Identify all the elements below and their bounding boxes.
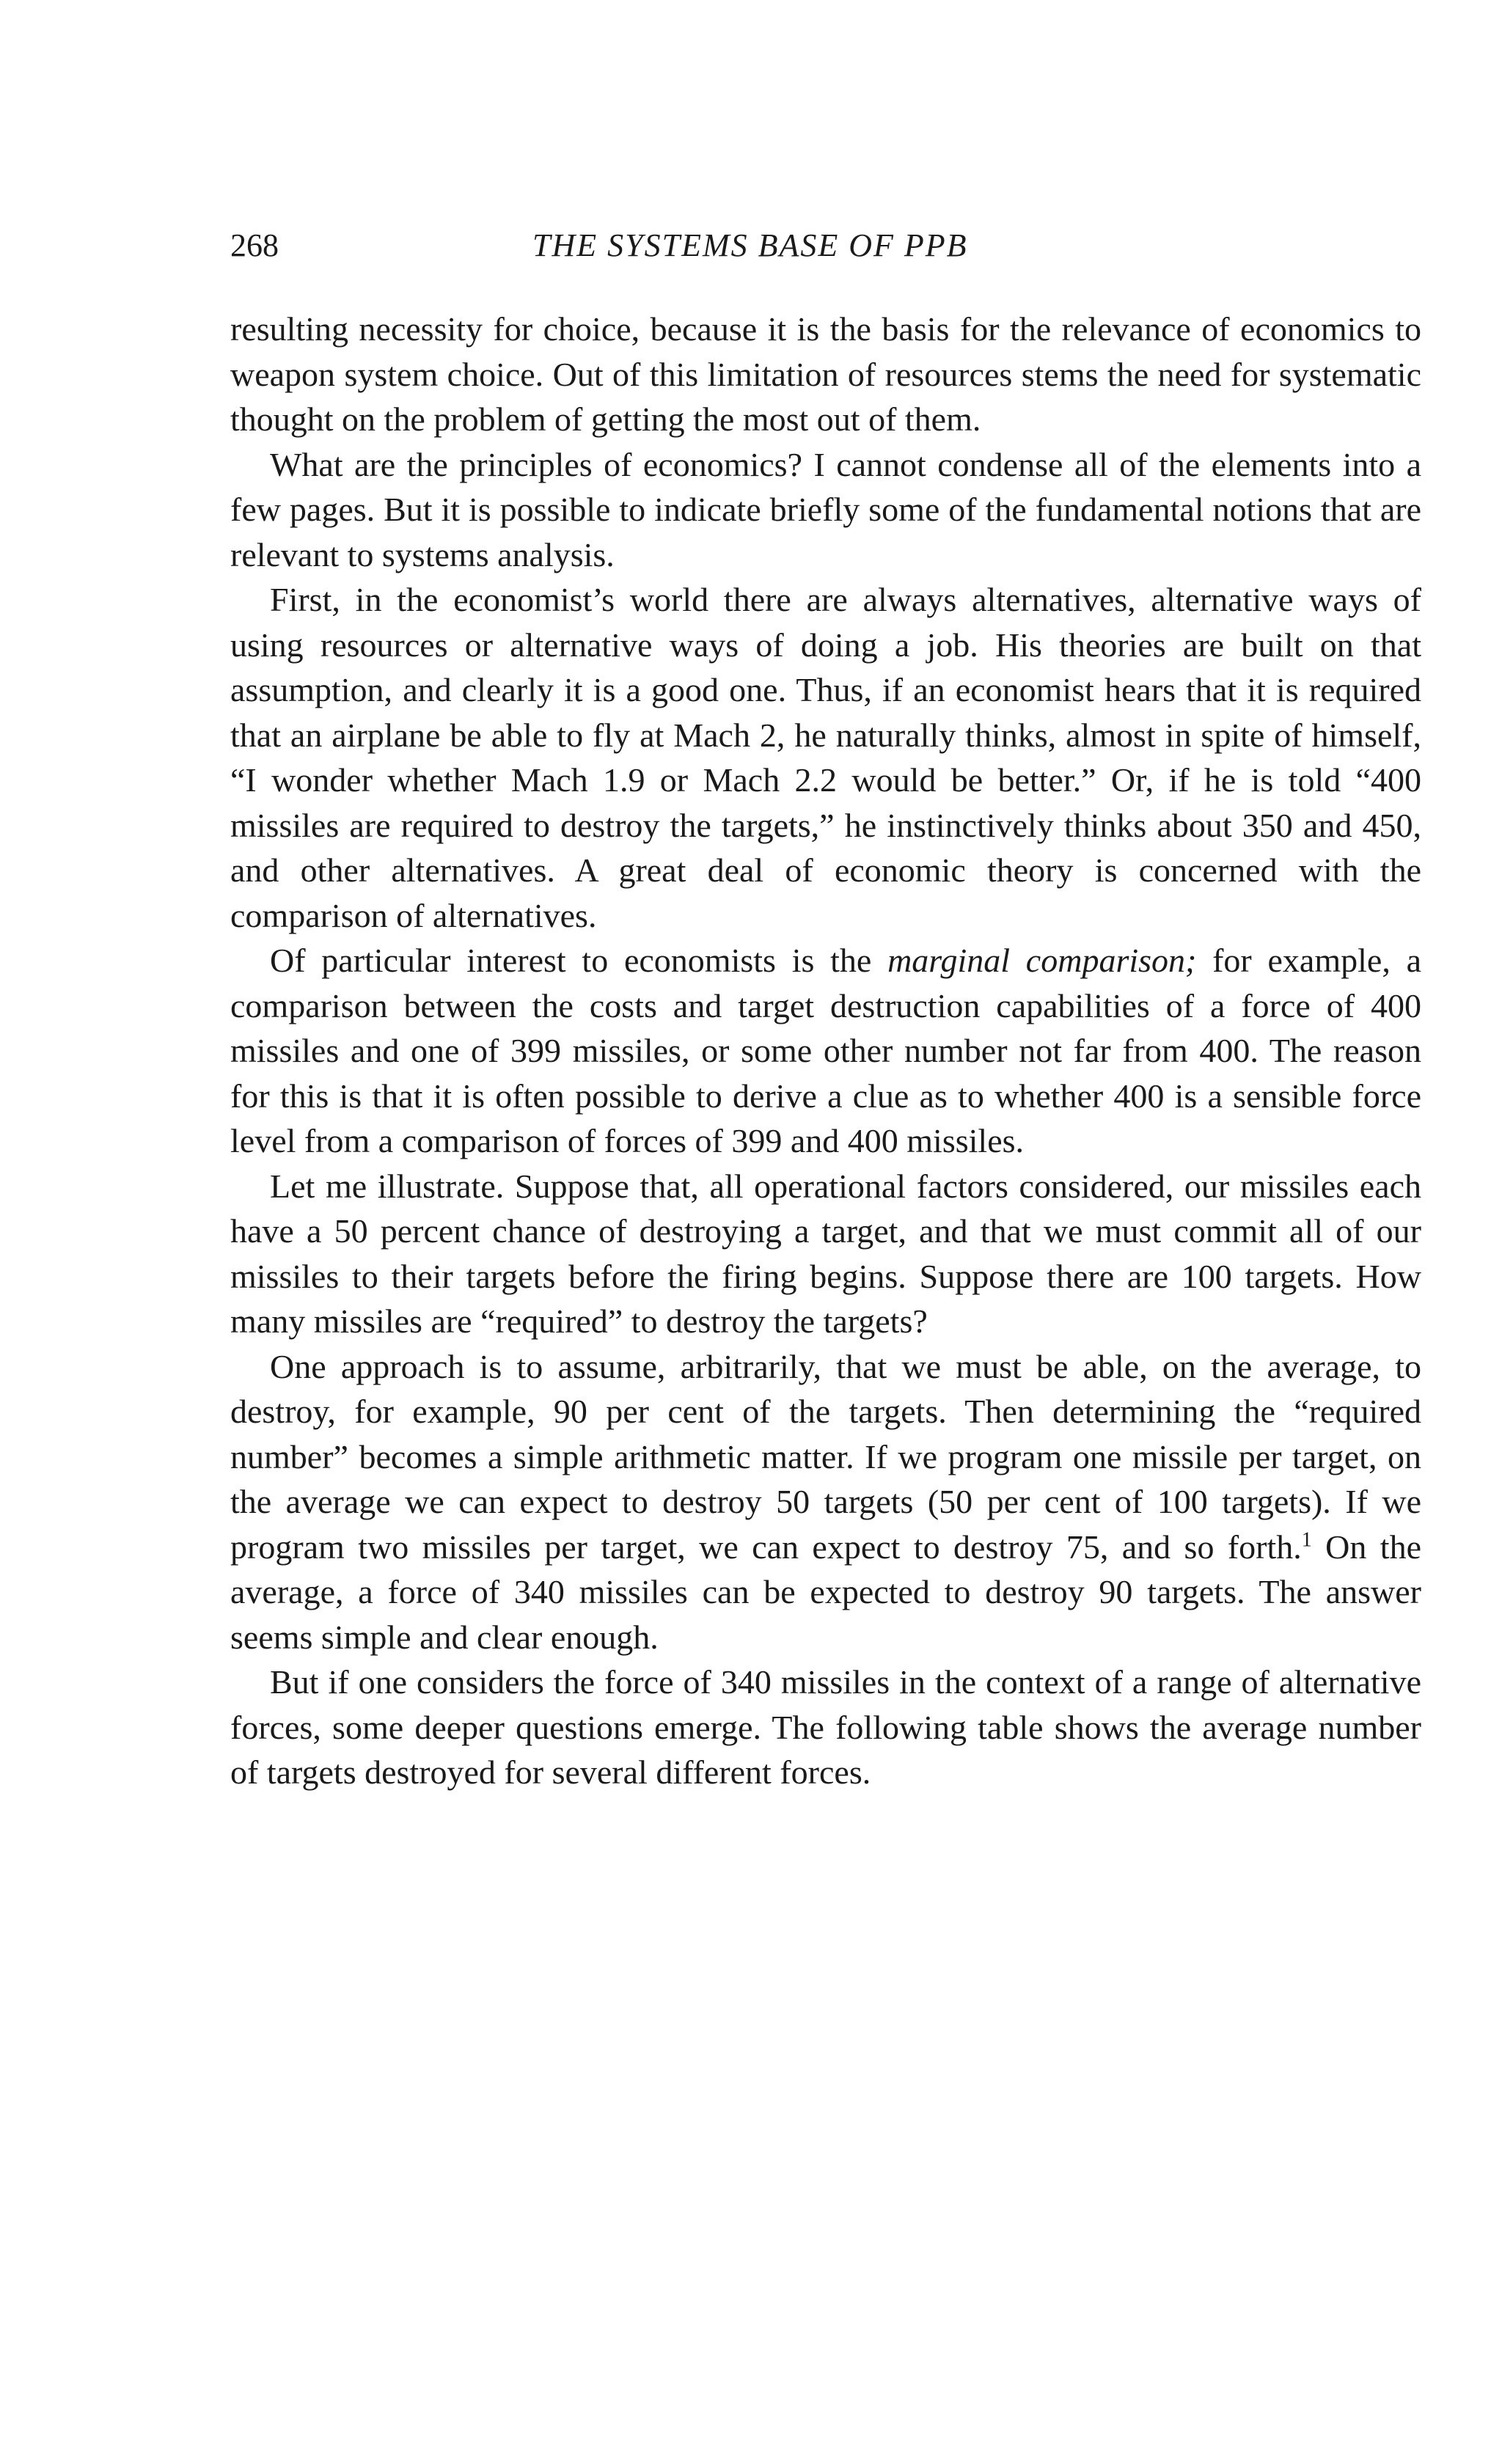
page-number: 268 — [230, 227, 279, 263]
paragraph-approach — [230, 1344, 1421, 1660]
text-run: On the average, a force of 340 missiles can be expected to destroy 90 targets. The answer seems simple and clear enough. — [230, 1528, 1421, 1656]
paragraph-illustration: Let me illustrate. Suppose that, all operational factors considered, our missiles each have a 50 percent chance of destroying a target, and that we must commit all of our missiles to their targets before the firing begins. Suppose there are 100 targets. How many missiles are “required” to destroy the targets? — [230, 1167, 1421, 1340]
running-title: THE SYSTEMS BASE OF PPB — [532, 227, 968, 263]
paragraph-table-intro: But if one considers the force of 340 missiles in the context of a range of alternative forces, some deeper questions emerge. The following table shows the average number of targets destroyed for several different forces. — [230, 1663, 1421, 1791]
emphasis-marginal-comparison: marginal comparison; — [887, 942, 1197, 979]
footnote-marker: 1 — [1301, 1528, 1312, 1552]
paragraph-principles: What are the principles of economics? I cannot condense all of the elements into a few pages. But it is possible to indicate briefly some of the fundamental notions that are relevant to systems analysis. — [230, 445, 1421, 573]
text-run: One approach is to assume, arbitrarily, that we must be able, on the average, to destroy, for example, 90 per cent of the targets. Then determining the “required number” becomes a simple arithmetic matter. If we program one missile per target, on the average we can expect to destroy 50 targets (50 per cent of 100 targets). If we program two missiles per target, we can expect to destroy 75, and so forth. — [230, 1347, 1421, 1566]
paragraph-marginal-comparison — [230, 938, 1421, 1164]
text-run: Of particular interest to economists is the — [270, 942, 888, 979]
paragraph-alternatives: First, in the economist’s world there are always alternatives, alternative ways of using resources or alternative ways of doing a job. His theories are built on that assumption, and clearly it is a good one. Thus, if an economist hears that it is required that an airplane be able to fly at Mach 2, he naturally thinks, almost in spite of himself, “I wonder whether Mach 1.9 or Mach 2.2 would be better.” Or, if he is told “400 missiles are required to destroy the targets,” he instinctively thinks about 350 and 450, and other alternatives. A great deal of economic theory is concerned with the comparison of alternatives. — [230, 581, 1421, 934]
paragraph-continued: resulting necessity for choice, because it is the basis for the relevance of economics to weapon system choice. Out of this limitation of resources stems the need for systematic thought on the problem of getting the most out of them. — [230, 310, 1421, 438]
text-run: for example, a comparison between the costs and target destruction capabilities of a force of 400 missiles and one of 399 missiles, or some other number not far from 400. The reason for this is that it is often possible to derive a clue as to whether 400 is a sensible force level from a comparison of forces of 399 and 400 missiles. — [230, 942, 1421, 1159]
running-head — [230, 220, 1421, 271]
body-text — [230, 307, 1421, 1795]
